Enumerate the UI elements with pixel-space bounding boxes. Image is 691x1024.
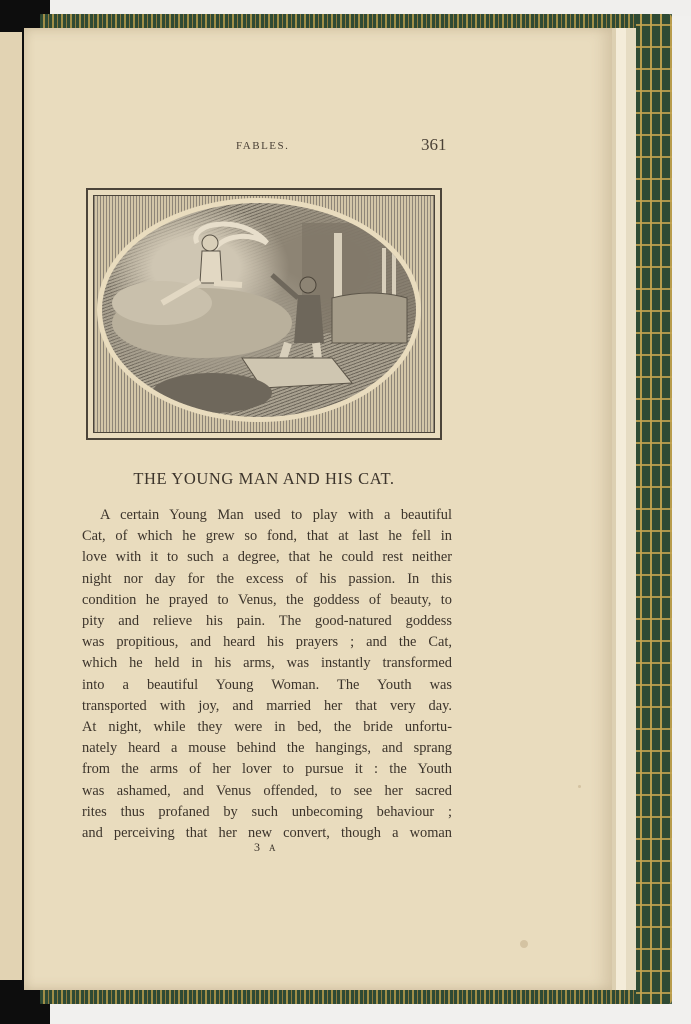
running-head: FABLES. <box>236 140 290 152</box>
gilt-border-bottom <box>40 990 672 1004</box>
signature-letter: A <box>269 843 279 853</box>
text-line: condition he prayed to Venus, the goddess of beauty, to <box>82 591 452 608</box>
text-line: transported with joy, and married her that very day. <box>82 697 452 714</box>
gilt-border-right <box>636 14 672 1004</box>
text-line: Cat, of which he grew so fond, that at last he fell in <box>82 528 452 545</box>
text-line: was propitious, and heard his prayers ; and the Cat, <box>82 634 452 651</box>
text-line: rites thus profaned by such unbecoming behaviour ; <box>82 803 452 820</box>
text-line: A certain Young Man used to play with a beautiful <box>100 507 452 523</box>
facing-page-edge <box>0 32 22 980</box>
fable-body-text <box>82 505 452 844</box>
text-line: night nor day for the excess of his passion. In this <box>82 570 452 587</box>
engraving-illustration <box>102 203 416 417</box>
text-line: pity and relieve his pain. The good-natured goddess <box>82 613 452 630</box>
text-line: At night, while they were in bed, the bride unfortu- <box>82 719 452 736</box>
fable-title: THE YOUNG MAN AND HIS CAT. <box>133 469 395 488</box>
text-line: from the arms of her lover to pursue it : the Youth <box>82 761 452 778</box>
paper-foxing-spot <box>520 940 528 948</box>
page-number: 361 <box>421 135 447 154</box>
printer-signature <box>254 840 279 855</box>
text-line: was ashamed, and Venus offended, to see her sacred <box>82 782 452 799</box>
illustration-frame <box>86 188 442 440</box>
text-line: which he held in his arms, was instantly transformed <box>82 655 452 672</box>
text-line: nately heard a mouse behind the hangings, and sprang <box>82 740 452 757</box>
text-line: love with it to such a degree, that he could rest neither <box>82 549 452 566</box>
signature-number: 3 <box>254 840 263 854</box>
paper-foxing-spot <box>578 785 581 788</box>
engraving-scene-icon <box>102 203 416 417</box>
text-line: into a beautiful Young Woman. The Youth was <box>82 676 452 693</box>
text-line: and perceiving that her new convert, though a woman <box>82 825 452 842</box>
